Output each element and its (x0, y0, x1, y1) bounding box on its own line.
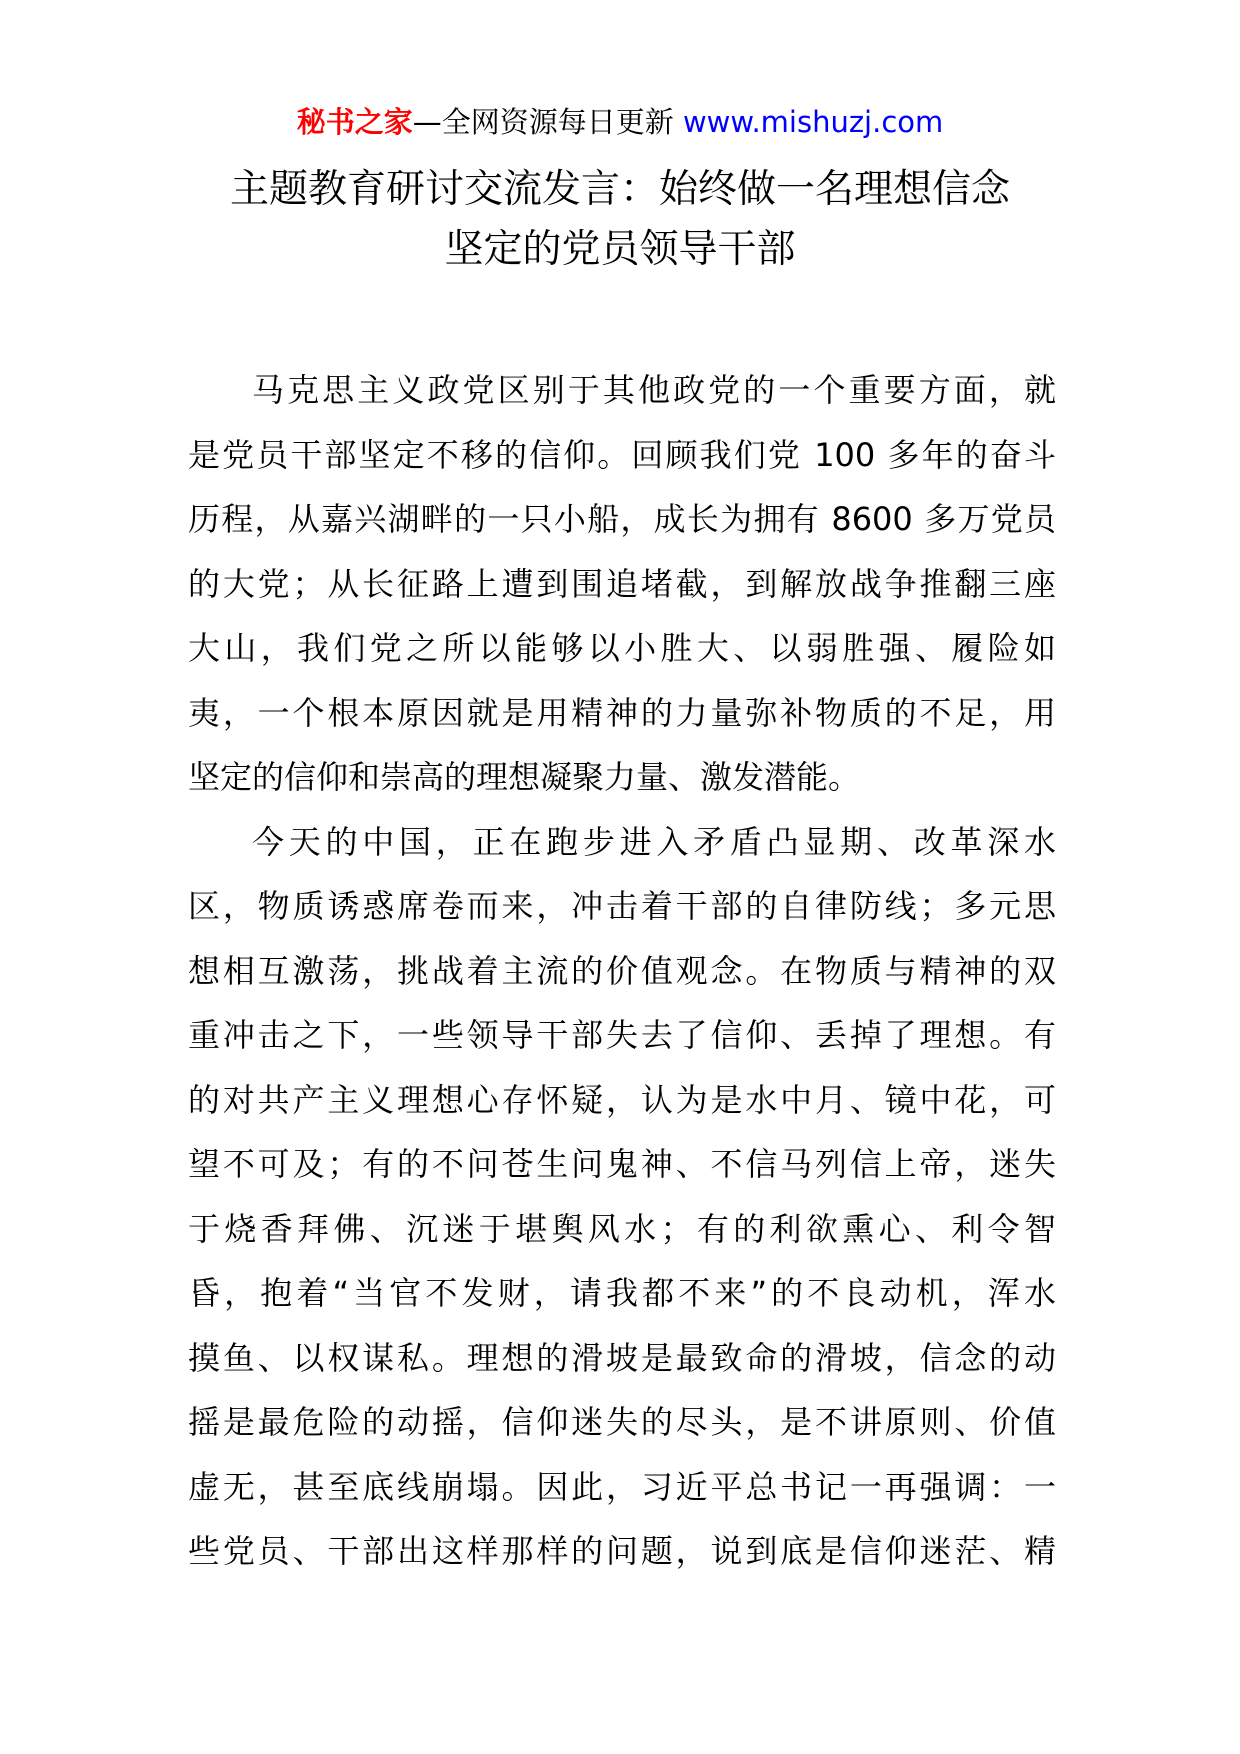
paragraph-line: 坚定的信仰和崇高的理想凝聚力量、激发潜能。 (188, 758, 861, 796)
paragraph-line: 些党员、干部出这样那样的问题，说到底是信仰迷茫、精 (188, 1532, 1056, 1570)
paragraph-line: 历程，从嘉兴湖畔的一只小船，成长为拥有 8600 多万党员 (188, 500, 1056, 538)
paragraph-line: 望不可及；有的不问苍生问鬼神、不信马列信上帝，迷失 (188, 1145, 1056, 1183)
title-line-2: 坚定的党员领导干部 (444, 227, 796, 272)
paragraph-line: 昏，抱着“当官不发财，请我都不来”的不良动机，浑水 (188, 1274, 1056, 1312)
paragraph-line: 摸鱼、以权谋私。理想的滑坡是最致命的滑坡，信念的动 (188, 1338, 1056, 1377)
title-line-1: 主题教育研讨交流发言：始终做一名理想信念 (229, 167, 1010, 212)
paragraph-1 (188, 358, 1056, 810)
header-tagline: —全网资源每日更新 (412, 105, 683, 139)
paragraph-line: 虚无，甚至底线崩塌。因此，习近平总书记一再强调：一 (188, 1467, 1056, 1506)
paragraph-line: 大山，我们党之所以能够以小胜大、以弱胜强、履险如 (188, 629, 1056, 667)
paragraph-line: 是党员干部坚定不移的信仰。回顾我们党 100 多年的奋斗 (188, 435, 1056, 474)
paragraph-line: 想相互激荡，挑战着主流的价值观念。在物质与精神的双 (188, 951, 1056, 990)
paragraph-line: 的对共产主义理想心存怀疑，认为是水中月、镜中花，可 (188, 1080, 1056, 1119)
paragraph-line: 的大党；从长征路上遭到围追堵截，到解放战争推翻三座 (188, 564, 1056, 603)
site-url-link[interactable]: www.mishuzj.com (682, 105, 944, 139)
site-header (0, 102, 1240, 142)
paragraph-line: 于烧香拜佛、沉迷于堪舆风水；有的利欲熏心、利令智 (188, 1209, 1056, 1248)
paragraph-2 (188, 810, 1056, 1584)
brand-name: 秘书之家 (296, 105, 413, 139)
paragraph-line: 摇是最危险的动摇，信仰迷失的尽头，是不讲原则、价值 (188, 1403, 1056, 1441)
paragraph-line: 重冲击之下，一些领导干部失去了信仰、丢掉了理想。有 (188, 1016, 1056, 1054)
document-title (170, 160, 1070, 280)
document-body (188, 358, 1056, 1584)
paragraph-line: 夷，一个根本原因就是用精神的力量弥补物质的不足，用 (188, 693, 1056, 732)
paragraph-line: 今天的中国，正在跑步进入矛盾凸显期、改革深水 (252, 822, 1056, 861)
paragraph-line: 区，物质诱惑席卷而来，冲击着干部的自律防线；多元思 (188, 887, 1056, 925)
paragraph-line: 马克思主义政党区别于其他政党的一个重要方面，就 (252, 371, 1056, 409)
